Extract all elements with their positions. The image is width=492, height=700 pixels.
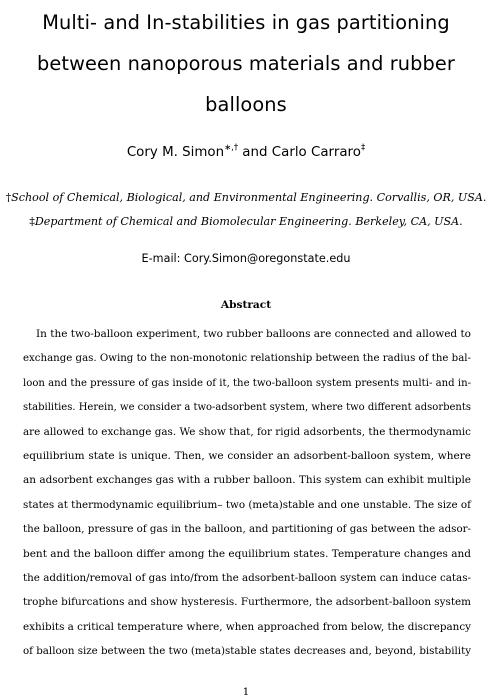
- affiliation-text: School of Chemical, Biological, and Environmental Engineering. Corvallis, OR, USA.: [11, 191, 487, 204]
- author-connector: and: [242, 144, 268, 160]
- author-affiliation-marks: ‡: [360, 143, 366, 153]
- contact-email: E-mail: Cory.Simon@oregonstate.edu: [141, 252, 351, 265]
- affiliation-text: Department of Chemical and Biomolecular Engineering. Berkeley, CA, USA.: [34, 215, 463, 228]
- author-name: Cory M. Simon: [126, 144, 225, 160]
- author-affiliation-marks: ∗,†: [224, 143, 239, 153]
- author-list: [2, 143, 490, 161]
- abstract-line: exchange gas. Owing to the non-monotonic relationship between the radius of the bal-: [23, 352, 471, 365]
- author-name: Carlo Carraro: [271, 144, 361, 160]
- title-line: between nanoporous materials and rubber: [37, 52, 455, 75]
- title-line: balloons: [205, 93, 287, 116]
- title-line: Multi- and In-stabilities in gas partitioning: [42, 11, 450, 34]
- abstract-line: trophe bifurcations and show hysteresis. Furthermore, the adsorbent-balloon system: [23, 596, 471, 609]
- paper-title: [0, 2, 492, 125]
- abstract-line: are allowed to exchange gas. We show that, for rigid adsorbents, the thermodynamic: [23, 425, 471, 438]
- page-number: 1: [242, 686, 250, 698]
- abstract-line: states at thermodynamic equilibrium– two (meta)stable and one unstable. The size of: [23, 498, 471, 511]
- affiliation-mark: ‡: [29, 215, 35, 228]
- affiliation: [2, 214, 490, 230]
- affiliation-mark: †: [5, 191, 12, 204]
- abstract-line: exhibits a critical temperature where, when approached from below, the discrepancy: [23, 620, 471, 633]
- abstract-line: loon and the pressure of gas inside of it, the two-balloon system presents multi- and in-: [23, 376, 471, 389]
- affiliation: [2, 190, 490, 206]
- abstract-line: In the two-balloon experiment, two rubber balloons are connected and allowed to: [36, 328, 471, 340]
- abstract-line: of balloon size between the two (meta)stable states decreases and, beyond, bistability: [23, 645, 471, 658]
- abstract-line: an adsorbent exchanges gas with a rubber balloon. This system can exhibit multiple: [23, 474, 471, 487]
- abstract-heading: Abstract: [220, 299, 272, 311]
- abstract-line: equilibrium state is unique. Then, we consider an adsorbent-balloon system, where: [23, 450, 471, 462]
- abstract-line: stabilities. Herein, we consider a two-adsorbent system, where two different adsorbents: [23, 401, 471, 414]
- abstract-line: bent and the balloon differ among the equilibrium states. Temperature changes and: [23, 547, 471, 560]
- abstract-line: the balloon, pressure of gas in the balloon, and partitioning of gas between the adsor-: [23, 523, 471, 536]
- abstract-line: the addition/removal of gas into/from the adsorbent-balloon system can induce catas-: [23, 572, 471, 584]
